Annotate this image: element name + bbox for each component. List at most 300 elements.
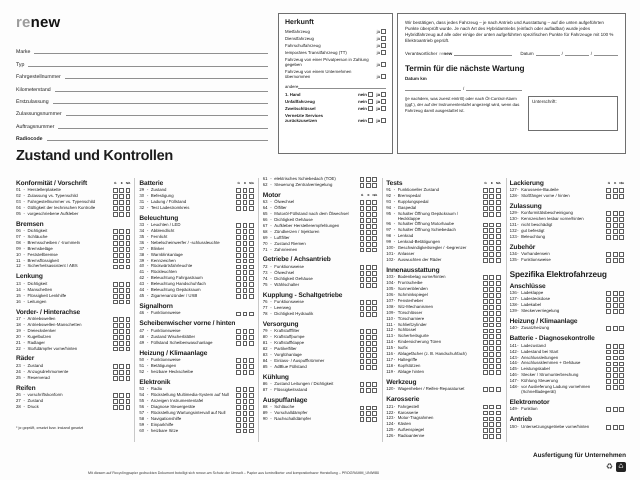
- checkbox-na[interactable]: [249, 194, 254, 199]
- checkbox-na[interactable]: [619, 223, 624, 228]
- checkbox-e[interactable]: [613, 252, 618, 257]
- checkbox-na[interactable]: [496, 364, 501, 369]
- checkbox-e[interactable]: [119, 206, 124, 211]
- checkbox-g[interactable]: [236, 247, 241, 252]
- checkbox-e[interactable]: [613, 217, 618, 222]
- checkbox-na[interactable]: [126, 212, 131, 217]
- checkbox-g[interactable]: [113, 300, 118, 305]
- checkbox-e[interactable]: [613, 407, 618, 412]
- ja-checkbox[interactable]: [381, 118, 386, 123]
- checkbox-na[interactable]: [126, 235, 131, 240]
- checkbox-na[interactable]: [249, 341, 254, 346]
- checkbox-g[interactable]: [113, 200, 118, 205]
- checkbox-e[interactable]: [613, 385, 618, 390]
- checkbox-e[interactable]: [119, 317, 124, 322]
- checkbox-e[interactable]: [613, 235, 618, 240]
- checkbox-g[interactable]: [360, 183, 365, 188]
- checkbox-na[interactable]: [372, 300, 377, 305]
- checkbox-g[interactable]: [360, 411, 365, 416]
- checkbox-na[interactable]: [249, 288, 254, 293]
- checkbox-g[interactable]: [606, 326, 611, 331]
- checkbox-e[interactable]: [243, 312, 248, 317]
- checkbox-na[interactable]: [372, 411, 377, 416]
- checkbox-e[interactable]: [489, 246, 494, 251]
- checkbox-na[interactable]: [619, 309, 624, 314]
- checkbox-na[interactable]: [249, 411, 254, 416]
- checkbox-na[interactable]: [372, 388, 377, 393]
- checkbox-g[interactable]: [483, 422, 488, 427]
- checkbox-g[interactable]: [483, 287, 488, 292]
- checkbox-na[interactable]: [372, 265, 377, 270]
- checkbox-na[interactable]: [619, 356, 624, 361]
- checkbox-na[interactable]: [372, 312, 377, 317]
- checkbox-e[interactable]: [366, 248, 371, 253]
- checkbox-e[interactable]: [613, 350, 618, 355]
- checkbox-na[interactable]: [372, 212, 377, 217]
- checkbox-na[interactable]: [496, 234, 501, 239]
- checkbox-g[interactable]: [236, 188, 241, 193]
- checkbox-e[interactable]: [119, 253, 124, 258]
- checkbox-g[interactable]: [483, 417, 488, 422]
- checkbox-e[interactable]: [243, 341, 248, 346]
- checkbox-g[interactable]: [236, 276, 241, 281]
- checkbox-g[interactable]: [483, 206, 488, 211]
- checkbox-g[interactable]: [360, 306, 365, 311]
- field-input-line[interactable]: [34, 48, 268, 54]
- checkbox-g[interactable]: [606, 367, 611, 372]
- checkbox-g[interactable]: [360, 212, 365, 217]
- checkbox-e[interactable]: [489, 422, 494, 427]
- checkbox-na[interactable]: [372, 365, 377, 370]
- checkbox-e[interactable]: [613, 291, 618, 296]
- checkbox-e[interactable]: [243, 429, 248, 434]
- checkbox-e[interactable]: [243, 364, 248, 369]
- checkbox-e[interactable]: [366, 300, 371, 305]
- checkbox-na[interactable]: [496, 417, 501, 422]
- checkbox-e[interactable]: [243, 276, 248, 281]
- checkbox-e[interactable]: [243, 282, 248, 287]
- checkbox-g[interactable]: [606, 303, 611, 308]
- checkbox-g[interactable]: [483, 370, 488, 375]
- checkbox-e[interactable]: [366, 236, 371, 241]
- checkbox-na[interactable]: [126, 341, 131, 346]
- checkbox-e[interactable]: [613, 344, 618, 349]
- checkbox-na[interactable]: [249, 276, 254, 281]
- checkbox-e[interactable]: [119, 370, 124, 375]
- checkbox-g[interactable]: [360, 312, 365, 317]
- checkbox-g[interactable]: [113, 259, 118, 264]
- checkbox-na[interactable]: [372, 271, 377, 276]
- checkbox-g[interactable]: [236, 259, 241, 264]
- checkbox-g[interactable]: [236, 399, 241, 404]
- checkbox-g[interactable]: [606, 217, 611, 222]
- checkbox-g[interactable]: [236, 364, 241, 369]
- checkbox-e[interactable]: [366, 312, 371, 317]
- checkbox-na[interactable]: [126, 247, 131, 252]
- checkbox-g[interactable]: [360, 218, 365, 223]
- checkbox-e[interactable]: [243, 229, 248, 234]
- checkbox-g[interactable]: [113, 235, 118, 240]
- checkbox-g[interactable]: [113, 393, 118, 398]
- checkbox-e[interactable]: [243, 370, 248, 375]
- checkbox-e[interactable]: [366, 406, 371, 411]
- checkbox-na[interactable]: [126, 229, 131, 234]
- checkbox-g[interactable]: [113, 323, 118, 328]
- checkbox-g[interactable]: [236, 312, 241, 317]
- checkbox-na[interactable]: [372, 347, 377, 352]
- checkbox-e[interactable]: [489, 417, 494, 422]
- checkbox-na[interactable]: [126, 300, 131, 305]
- checkbox-e[interactable]: [243, 206, 248, 211]
- checkbox-na[interactable]: [249, 417, 254, 422]
- checkbox-na[interactable]: [496, 434, 501, 439]
- checkbox-na[interactable]: [372, 277, 377, 282]
- checkbox-e[interactable]: [119, 241, 124, 246]
- checkbox-g[interactable]: [483, 405, 488, 410]
- checkbox-e[interactable]: [489, 299, 494, 304]
- checkbox-e[interactable]: [489, 212, 494, 217]
- checkbox-g[interactable]: [483, 258, 488, 263]
- checkbox-e[interactable]: [366, 230, 371, 235]
- checkbox-e[interactable]: [119, 347, 124, 352]
- checkbox-g[interactable]: [113, 188, 118, 193]
- checkbox-g[interactable]: [236, 358, 241, 363]
- checkbox-e[interactable]: [489, 252, 494, 257]
- checkbox-g[interactable]: [113, 247, 118, 252]
- checkbox-na[interactable]: [496, 317, 501, 322]
- checkbox-e[interactable]: [243, 417, 248, 422]
- checkbox-na[interactable]: [372, 335, 377, 340]
- checkbox-g[interactable]: [236, 429, 241, 434]
- checkbox-na[interactable]: [249, 188, 254, 193]
- checkbox-e[interactable]: [366, 347, 371, 352]
- checkbox-e[interactable]: [489, 287, 494, 292]
- checkbox-e[interactable]: [366, 177, 371, 182]
- ja-checkbox[interactable]: [381, 99, 386, 104]
- checkbox-g[interactable]: [483, 352, 488, 357]
- checkbox-na[interactable]: [126, 376, 131, 381]
- checkbox-g[interactable]: [606, 211, 611, 216]
- checkbox-na[interactable]: [249, 399, 254, 404]
- checkbox-na[interactable]: [372, 382, 377, 387]
- checkbox-na[interactable]: [619, 217, 624, 222]
- checkbox-na[interactable]: [249, 405, 254, 410]
- checkbox-g[interactable]: [236, 423, 241, 428]
- checkbox-g[interactable]: [606, 373, 611, 378]
- checkbox-e[interactable]: [366, 365, 371, 370]
- checkbox-e[interactable]: [243, 335, 248, 340]
- checkbox-e[interactable]: [119, 229, 124, 234]
- checkbox-e[interactable]: [613, 379, 618, 384]
- checkbox-e[interactable]: [489, 305, 494, 310]
- checkbox-e[interactable]: [613, 194, 618, 199]
- checkbox-g[interactable]: [483, 358, 488, 363]
- signature-box[interactable]: [528, 96, 618, 131]
- checkbox-e[interactable]: [489, 317, 494, 322]
- checkbox-na[interactable]: [249, 329, 254, 334]
- checkbox-g[interactable]: [483, 275, 488, 280]
- checkbox-e[interactable]: [119, 288, 124, 293]
- checkbox-na[interactable]: [619, 407, 624, 412]
- checkbox-e[interactable]: [366, 329, 371, 334]
- checkbox-e[interactable]: [243, 423, 248, 428]
- checkbox-e[interactable]: [119, 200, 124, 205]
- checkbox-na[interactable]: [126, 188, 131, 193]
- checkbox-e[interactable]: [243, 288, 248, 293]
- checkbox-g[interactable]: [360, 417, 365, 422]
- ja-checkbox[interactable]: [381, 62, 386, 67]
- checkbox-na[interactable]: [619, 303, 624, 308]
- checkbox-e[interactable]: [119, 335, 124, 340]
- checkbox-e[interactable]: [489, 281, 494, 286]
- checkbox-g[interactable]: [113, 376, 118, 381]
- checkbox-na[interactable]: [249, 259, 254, 264]
- checkbox-na[interactable]: [126, 399, 131, 404]
- checkbox-g[interactable]: [360, 347, 365, 352]
- checkbox-e[interactable]: [119, 393, 124, 398]
- checkbox-na[interactable]: [372, 183, 377, 188]
- checkbox-g[interactable]: [483, 387, 488, 392]
- checkbox-na[interactable]: [249, 235, 254, 240]
- checkbox-na[interactable]: [249, 229, 254, 234]
- checkbox-na[interactable]: [619, 379, 624, 384]
- checkbox-g[interactable]: [606, 379, 611, 384]
- checkbox-g[interactable]: [606, 188, 611, 193]
- checkbox-na[interactable]: [496, 275, 501, 280]
- checkbox-g[interactable]: [360, 365, 365, 370]
- checkbox-g[interactable]: [236, 288, 241, 293]
- checkbox-e[interactable]: [366, 212, 371, 217]
- checkbox-e[interactable]: [489, 323, 494, 328]
- checkbox-na[interactable]: [126, 194, 131, 199]
- checkbox-g[interactable]: [113, 265, 118, 270]
- checkbox-g[interactable]: [236, 206, 241, 211]
- date-input-line[interactable]: [536, 50, 560, 56]
- checkbox-g[interactable]: [113, 294, 118, 299]
- checkbox-na[interactable]: [249, 223, 254, 228]
- checkbox-e[interactable]: [119, 282, 124, 287]
- checkbox-g[interactable]: [483, 228, 488, 233]
- checkbox-g[interactable]: [236, 387, 241, 392]
- checkbox-na[interactable]: [372, 283, 377, 288]
- checkbox-na[interactable]: [249, 200, 254, 205]
- checkbox-g[interactable]: [113, 229, 118, 234]
- checkbox-e[interactable]: [243, 393, 248, 398]
- checkbox-e[interactable]: [613, 258, 618, 263]
- checkbox-e[interactable]: [613, 367, 618, 372]
- checkbox-na[interactable]: [496, 212, 501, 217]
- checkbox-na[interactable]: [496, 206, 501, 211]
- checkbox-g[interactable]: [360, 353, 365, 358]
- field-input-line[interactable]: [53, 98, 268, 104]
- checkbox-g[interactable]: [606, 194, 611, 199]
- checkbox-g[interactable]: [113, 194, 118, 199]
- checkbox-g[interactable]: [360, 388, 365, 393]
- checkbox-na[interactable]: [126, 294, 131, 299]
- checkbox-na[interactable]: [619, 211, 624, 216]
- checkbox-e[interactable]: [243, 253, 248, 258]
- checkbox-na[interactable]: [496, 305, 501, 310]
- checkbox-na[interactable]: [372, 206, 377, 211]
- checkbox-g[interactable]: [483, 194, 488, 199]
- checkbox-na[interactable]: [619, 235, 624, 240]
- checkbox-g[interactable]: [236, 223, 241, 228]
- checkbox-e[interactable]: [613, 362, 618, 367]
- checkbox-e[interactable]: [489, 334, 494, 339]
- ja-checkbox[interactable]: [381, 106, 386, 111]
- checkbox-e[interactable]: [489, 387, 494, 392]
- nein-checkbox[interactable]: [368, 118, 373, 123]
- next-date-input-line[interactable]: [405, 85, 461, 91]
- checkbox-e[interactable]: [366, 341, 371, 346]
- checkbox-g[interactable]: [483, 411, 488, 416]
- checkbox-na[interactable]: [372, 341, 377, 346]
- checkbox-e[interactable]: [366, 283, 371, 288]
- checkbox-g[interactable]: [483, 234, 488, 239]
- checkbox-e[interactable]: [243, 270, 248, 275]
- checkbox-na[interactable]: [619, 362, 624, 367]
- checkbox-e[interactable]: [366, 265, 371, 270]
- checkbox-g[interactable]: [483, 293, 488, 298]
- checkbox-g[interactable]: [483, 240, 488, 245]
- checkbox-e[interactable]: [243, 200, 248, 205]
- checkbox-g[interactable]: [360, 206, 365, 211]
- checkbox-na[interactable]: [249, 282, 254, 287]
- checkbox-na[interactable]: [619, 194, 624, 199]
- checkbox-na[interactable]: [126, 282, 131, 287]
- checkbox-g[interactable]: [236, 393, 241, 398]
- checkbox-na[interactable]: [496, 228, 501, 233]
- checkbox-e[interactable]: [489, 234, 494, 239]
- checkbox-na[interactable]: [619, 252, 624, 257]
- checkbox-g[interactable]: [113, 282, 118, 287]
- checkbox-g[interactable]: [113, 364, 118, 369]
- checkbox-na[interactable]: [496, 411, 501, 416]
- checkbox-e[interactable]: [366, 271, 371, 276]
- checkbox-na[interactable]: [249, 265, 254, 270]
- checkbox-na[interactable]: [372, 406, 377, 411]
- checkbox-g[interactable]: [360, 271, 365, 276]
- checkbox-na[interactable]: [496, 200, 501, 205]
- checkbox-na[interactable]: [372, 230, 377, 235]
- checkbox-na[interactable]: [619, 425, 624, 430]
- checkbox-g[interactable]: [113, 288, 118, 293]
- checkbox-e[interactable]: [489, 370, 494, 375]
- checkbox-e[interactable]: [613, 223, 618, 228]
- checkbox-e[interactable]: [243, 241, 248, 246]
- checkbox-g[interactable]: [483, 305, 488, 310]
- checkbox-g[interactable]: [483, 223, 488, 228]
- checkbox-g[interactable]: [360, 230, 365, 235]
- checkbox-e[interactable]: [119, 247, 124, 252]
- checkbox-na[interactable]: [372, 306, 377, 311]
- checkbox-g[interactable]: [483, 200, 488, 205]
- checkbox-e[interactable]: [243, 387, 248, 392]
- checkbox-e[interactable]: [366, 242, 371, 247]
- checkbox-na[interactable]: [126, 347, 131, 352]
- checkbox-g[interactable]: [113, 241, 118, 246]
- checkbox-g[interactable]: [113, 329, 118, 334]
- checkbox-g[interactable]: [483, 299, 488, 304]
- checkbox-e[interactable]: [489, 258, 494, 263]
- checkbox-na[interactable]: [249, 206, 254, 211]
- checkbox-g[interactable]: [606, 223, 611, 228]
- next-km-input-line[interactable]: [466, 85, 522, 91]
- checkbox-g[interactable]: [236, 411, 241, 416]
- checkbox-e[interactable]: [119, 294, 124, 299]
- checkbox-g[interactable]: [606, 425, 611, 430]
- checkbox-na[interactable]: [496, 194, 501, 199]
- checkbox-na[interactable]: [372, 359, 377, 364]
- checkbox-g[interactable]: [483, 252, 488, 257]
- ja-checkbox[interactable]: [381, 29, 386, 34]
- checkbox-na[interactable]: [372, 177, 377, 182]
- checkbox-e[interactable]: [119, 323, 124, 328]
- checkbox-na[interactable]: [372, 353, 377, 358]
- checkbox-na[interactable]: [372, 242, 377, 247]
- checkbox-g[interactable]: [360, 200, 365, 205]
- checkbox-g[interactable]: [606, 229, 611, 234]
- checkbox-e[interactable]: [613, 373, 618, 378]
- checkbox-e[interactable]: [489, 311, 494, 316]
- checkbox-e[interactable]: [489, 293, 494, 298]
- checkbox-g[interactable]: [360, 406, 365, 411]
- checkbox-na[interactable]: [372, 248, 377, 253]
- checkbox-e[interactable]: [489, 340, 494, 345]
- checkbox-e[interactable]: [366, 224, 371, 229]
- checkbox-e[interactable]: [489, 405, 494, 410]
- checkbox-g[interactable]: [113, 317, 118, 322]
- checkbox-e[interactable]: [613, 297, 618, 302]
- checkbox-g[interactable]: [483, 428, 488, 433]
- checkbox-e[interactable]: [366, 359, 371, 364]
- checkbox-na[interactable]: [249, 370, 254, 375]
- checkbox-g[interactable]: [113, 347, 118, 352]
- checkbox-na[interactable]: [126, 253, 131, 258]
- checkbox-e[interactable]: [243, 223, 248, 228]
- checkbox-g[interactable]: [360, 335, 365, 340]
- checkbox-na[interactable]: [249, 364, 254, 369]
- checkbox-g[interactable]: [360, 277, 365, 282]
- field-input-line[interactable]: [47, 135, 268, 141]
- ja-checkbox[interactable]: [381, 36, 386, 41]
- date-input-line[interactable]: [565, 50, 589, 56]
- checkbox-g[interactable]: [606, 362, 611, 367]
- checkbox-g[interactable]: [360, 300, 365, 305]
- checkbox-na[interactable]: [496, 240, 501, 245]
- checkbox-e[interactable]: [119, 188, 124, 193]
- checkbox-e[interactable]: [119, 341, 124, 346]
- checkbox-e[interactable]: [119, 194, 124, 199]
- checkbox-e[interactable]: [489, 434, 494, 439]
- nein-checkbox[interactable]: [368, 92, 373, 97]
- checkbox-g[interactable]: [360, 359, 365, 364]
- checkbox-g[interactable]: [360, 248, 365, 253]
- checkbox-e[interactable]: [613, 326, 618, 331]
- checkbox-g[interactable]: [113, 405, 118, 410]
- checkbox-g[interactable]: [236, 265, 241, 270]
- checkbox-e[interactable]: [613, 425, 618, 430]
- checkbox-g[interactable]: [483, 311, 488, 316]
- checkbox-e[interactable]: [119, 376, 124, 381]
- checkbox-e[interactable]: [613, 229, 618, 234]
- field-input-line[interactable]: [65, 73, 268, 79]
- checkbox-e[interactable]: [119, 364, 124, 369]
- checkbox-g[interactable]: [113, 212, 118, 217]
- checkbox-g[interactable]: [236, 194, 241, 199]
- checkbox-na[interactable]: [496, 346, 501, 351]
- checkbox-na[interactable]: [496, 352, 501, 357]
